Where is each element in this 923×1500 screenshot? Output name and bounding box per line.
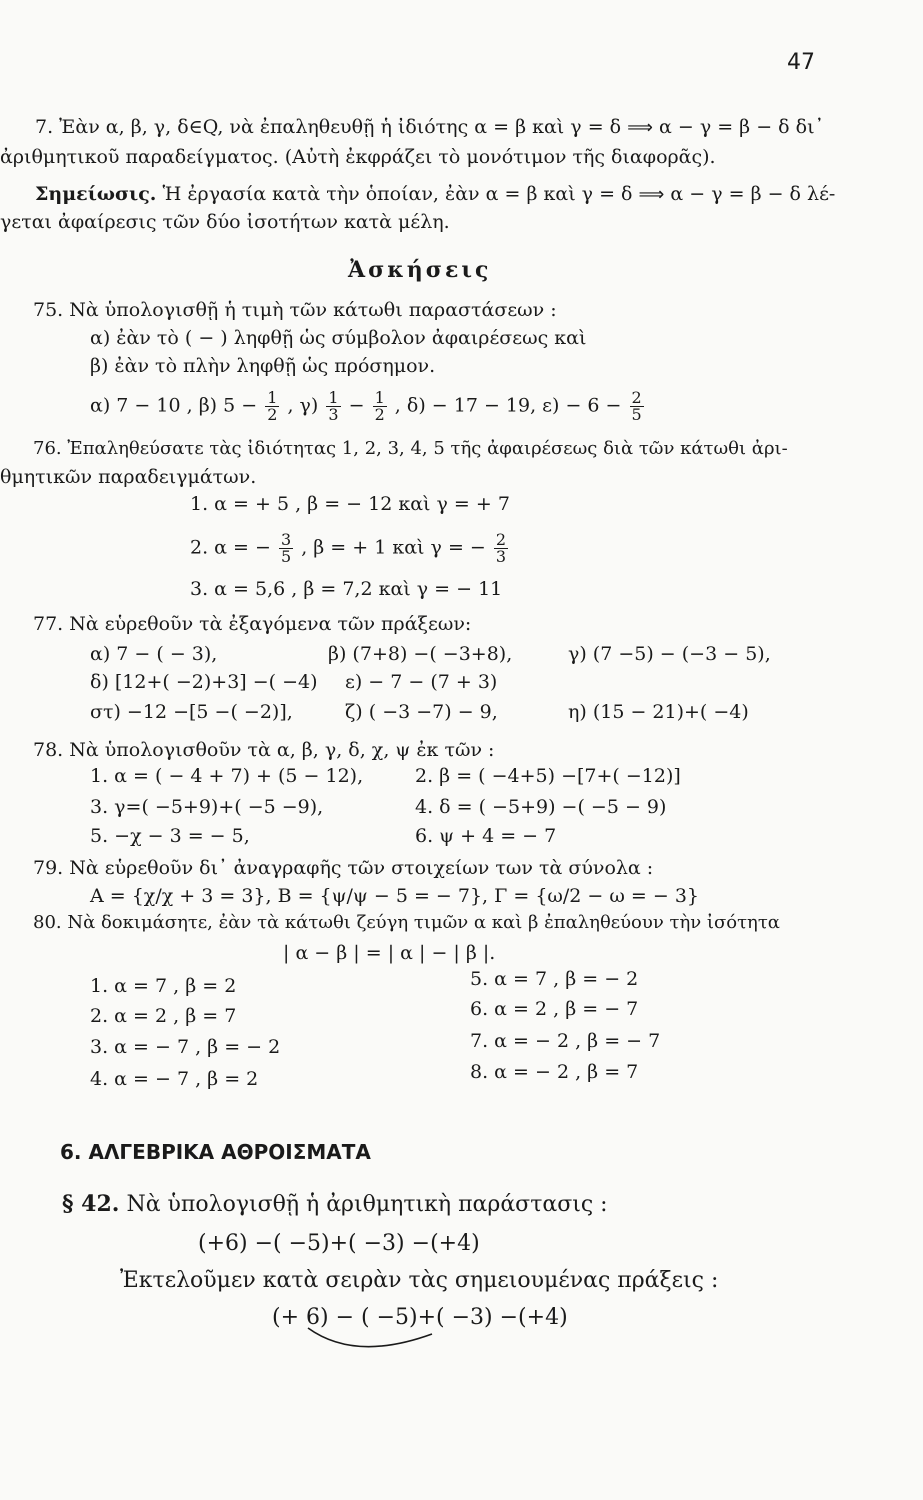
- note-text-b: α − γ = β − δ λέ-: [670, 183, 836, 205]
- paragraph-text: Νὰ ὑπολογισθῇ ἡ ἀριθμητικὴ παράστασις :: [126, 1192, 608, 1217]
- ex80-right-8: 8. α = − 2 , β = 7: [470, 1061, 639, 1083]
- ex75-expr-c: , γ): [287, 394, 319, 417]
- ex80-left-1: 1. α = 7 , β = 2: [90, 975, 237, 997]
- fraction-three-fifths: $\frac{3}{5}$: [280, 530, 292, 566]
- ex77-z: ζ) ( −3 −7) − 9,: [345, 701, 498, 723]
- ex77-c: γ) (7 −5) − (−3 − 5),: [568, 643, 771, 665]
- item7-line1-b: α − γ = β − δ δι᾽: [659, 116, 825, 138]
- note-label: Σημείωσις.: [35, 183, 157, 205]
- ex75-header: 75. Νὰ ὑπολογισθῇ ἡ τιμὴ τῶν κάτωθι παραστάσεων :: [33, 299, 557, 321]
- item7-line1: [35, 115, 824, 140]
- ex77-h: η) (15 − 21)+( −4): [568, 701, 749, 723]
- fraction-one-half-2: $\frac{1}{2}$: [374, 388, 385, 424]
- ex77-st: στ) −12 −[5 −( −2)],: [90, 701, 293, 723]
- ex76-row2: [190, 532, 510, 565]
- ex75-b: β) ἐὰν τὸ πλὴν ληφθῇ ὡς πρόσημον.: [90, 355, 436, 377]
- ex78-r2: 2. β = ( −4+5) −[7+( −12)]: [415, 765, 681, 787]
- section6-paragraph: [62, 1192, 608, 1217]
- ex77-a: α) 7 − ( − 3),: [90, 643, 218, 665]
- ex75-expr-b: β) 5 −: [198, 394, 258, 417]
- grouping-curve-icon: [300, 1322, 440, 1352]
- section6-expr2: (+ 6) − ( −5)+( −3) −(+4): [272, 1305, 568, 1330]
- section6-line2: Ἐκτελοῦμεν κατὰ σειρὰν τὰς σημειουμένας πράξεις :: [120, 1268, 719, 1293]
- ex77-header: 77. Νὰ εὑρεθοῦν τὰ ἐξαγόμενα τῶν πράξεων:: [33, 613, 472, 635]
- ex80-right-6: 6. α = 2 , β = − 7: [470, 998, 639, 1020]
- ex78-r4: 4. δ = ( −5+9) −( −5 − 9): [415, 796, 667, 818]
- fraction-one-third: $\frac{1}{3}$: [328, 388, 339, 424]
- ex76-row2-b: , β = + 1 καὶ γ = −: [301, 536, 486, 559]
- item7-note: [35, 182, 835, 207]
- ex80-left-2: 2. α = 2 , β = 7: [90, 1005, 237, 1027]
- ex80-right-5: 5. α = 7 , β = − 2: [470, 968, 639, 990]
- ex80-identity: | α − β | = | α | − | β |.: [283, 942, 496, 964]
- ex75-expr-e: ε) − 6 −: [542, 394, 622, 417]
- ex80-right-7: 7. α = − 2 , β = − 7: [470, 1030, 661, 1052]
- item7-line2: ἀριθμητικοῦ παραδείγματος. (Αὐτὴ ἐκφράζει τὸ μονότιμον τῆς διαφορᾶς).: [0, 146, 716, 168]
- ex80-header: 80. Νὰ δοκιμάσητε, ἐὰν τὰ κάτωθι ζεύγη τιμῶν α καὶ β ἐπαληθεύουν τὴν ἰσότητα: [33, 912, 780, 933]
- section6-expr1: (+6) −( −5)+( −3) −(+4): [198, 1231, 480, 1256]
- item7-line1-a: 7. Ἐὰν α, β, γ, δ∈Q, νὰ ἐπαληθευθῇ ἡ ἰδιότης α = β καὶ γ = δ: [35, 116, 622, 138]
- ex76-row2-a: 2. α = −: [190, 536, 271, 559]
- note-text-a: Ἡ ἐργασία κατὰ τὴν ὁποίαν, ἐὰν α = β καὶ γ = δ: [162, 183, 633, 205]
- exercises-title: Ἀσκήσεις: [348, 257, 492, 283]
- ex78-header: 78. Νὰ ὑπολογισθοῦν τὰ α, β, γ, δ, χ, ψ ἐκ τῶν :: [33, 739, 495, 761]
- ex78-r1: 1. α = ( − 4 + 7) + (5 − 12),: [90, 765, 364, 787]
- page-number: 47: [787, 50, 815, 75]
- ex80-left-3: 3. α = − 7 , β = − 2: [90, 1036, 281, 1058]
- ex76-line2: θμητικῶν παραδειγμάτων.: [0, 466, 257, 488]
- ex78-r3: 3. γ=( −5+9)+( −5 −9),: [90, 796, 324, 818]
- ex79-sets: Α = {χ/χ + 3 = 3}, Β = {ψ/ψ − 5 = − 7}, Γ = {ω/2 − ω = − 3}: [90, 885, 700, 907]
- ex75-expr-d: , δ) − 17 − 19,: [394, 394, 537, 417]
- ex76-row1: 1. α = + 5 , β = − 12 καὶ γ = + 7: [190, 493, 510, 515]
- implies-arrow-icon: ⟹: [638, 184, 665, 205]
- ex78-r5: 5. −χ − 3 = − 5,: [90, 825, 250, 847]
- ex80-left-4: 4. α = − 7 , β = 2: [90, 1068, 259, 1090]
- ex75-expr-a: α) 7 − 10 ,: [90, 394, 193, 417]
- paragraph-number: § 42.: [62, 1191, 120, 1217]
- item7-note-line2: γεται ἀφαίρεσις τῶν δύο ἰσοτήτων κατὰ μέλη.: [0, 211, 450, 233]
- ex75-expressions: [90, 390, 646, 423]
- ex76-header: 76. Ἐπαληθεύσατε τὰς ἰδιότητας 1, 2, 3, 4, 5 τῆς ἀφαιρέσεως διὰ τῶν κάτωθι ἀρι-: [33, 438, 788, 459]
- fraction-two-thirds: $\frac{2}{3}$: [495, 530, 507, 566]
- fraction-one-half: $\frac{1}{2}$: [267, 388, 278, 424]
- ex78-r6: 6. ψ + 4 = − 7: [415, 825, 557, 847]
- implies-arrow-icon: ⟹: [627, 117, 653, 138]
- section6-title: 6. ΑΛΓΕΒΡΙΚΑ ΑΘΡΟΙΣΜΑΤΑ: [60, 1140, 371, 1164]
- ex76-row3: 3. α = 5,6 , β = 7,2 καὶ γ = − 11: [190, 578, 503, 600]
- ex79-header: 79. Νὰ εὑρεθοῦν δι᾽ ἀναγραφῆς τῶν στοιχείων των τὰ σύνολα :: [33, 857, 654, 879]
- fraction-two-fifths: $\frac{2}{5}$: [631, 388, 642, 424]
- ex77-e: ε) − 7 − (7 + 3): [345, 671, 498, 693]
- minus-sign: −: [348, 394, 365, 417]
- ex77-d: δ) [12+( −2)+3] −( −4): [90, 671, 318, 693]
- ex75-a: α) ἐὰν τὸ ( − ) ληφθῇ ὡς σύμβολον ἀφαιρέσεως καὶ: [90, 327, 587, 349]
- ex77-b: β) (7+8) −( −3+8),: [328, 643, 513, 665]
